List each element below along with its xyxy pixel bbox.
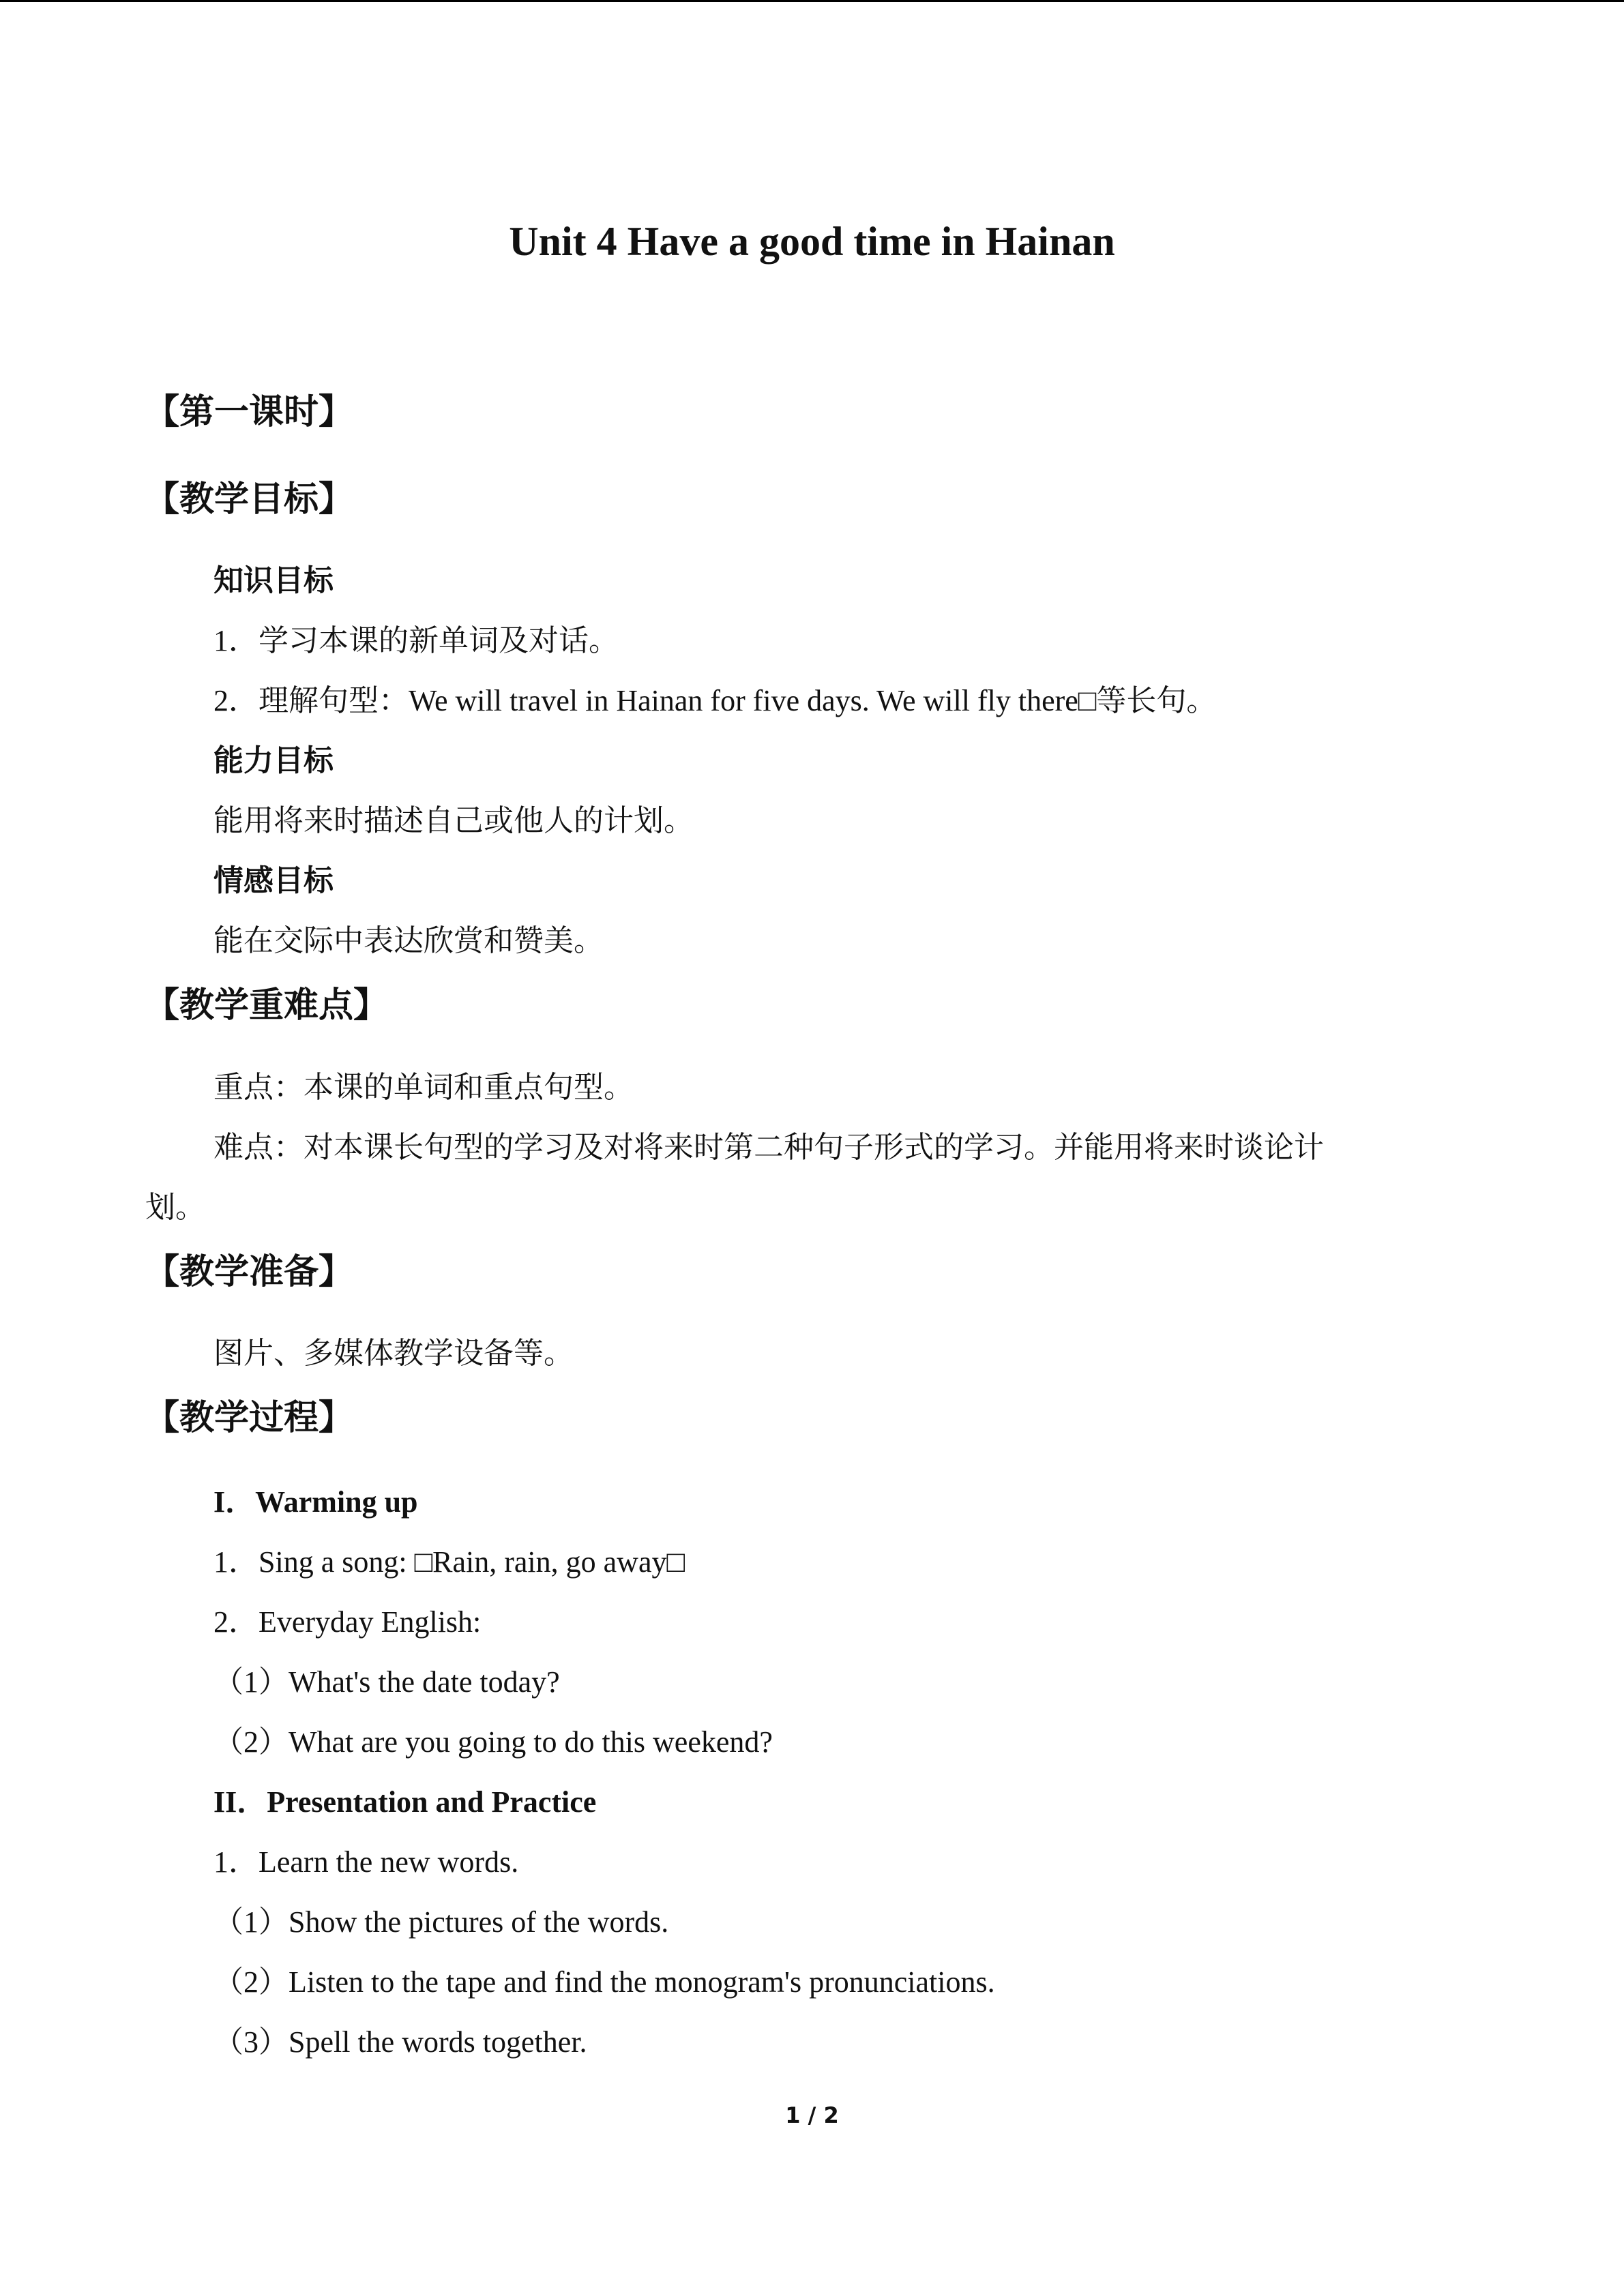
section-heading-key-points: 【教学重难点】: [145, 985, 389, 1026]
page-number: 1 / 2: [785, 2102, 839, 2128]
subheading-ability: 能力目标: [213, 743, 334, 778]
knowledge-item-1: 1．学习本课的新单词及对话。: [213, 624, 619, 657]
key-point-difficulty: 难点：对本课长句型的学习及对将来时第二种句子形式的学习。并能用将来时谈论计: [213, 1131, 1324, 1164]
step-1-item-1: 1．Sing a song: □Rain, rain, go away□: [213, 1545, 685, 1579]
key-point-focus: 重点：本课的单词和重点句型。: [213, 1071, 634, 1104]
step-1-sub-1: （1）What's the date today?: [213, 1665, 560, 1699]
emotion-text: 能在交际中表达欣赏和赞美。: [213, 924, 604, 957]
step-2-sub-1: （1）Show the pictures of the words.: [213, 1905, 669, 1939]
section-heading-process: 【教学过程】: [145, 1398, 354, 1438]
step-1-heading: I．Warming up: [213, 1485, 418, 1519]
subheading-emotion: 情感目标: [213, 863, 334, 898]
step-2-sub-3: （3）Spell the words together.: [213, 2025, 587, 2059]
section-heading-goals: 【教学目标】: [145, 479, 354, 520]
step-2-sub-2: （2）Listen to the tape and find the monogram's pronunciations.: [213, 1965, 995, 1999]
lesson-label: 【第一课时】: [145, 392, 354, 432]
step-1-item-2: 2．Everyday English:: [213, 1605, 482, 1639]
step-1-sub-2: （2）What are you going to do this weekend?: [213, 1725, 773, 1759]
ability-text: 能用将来时描述自己或他人的计划。: [213, 804, 694, 837]
subheading-knowledge: 知识目标: [213, 563, 334, 598]
top-border-rule: [0, 0, 1624, 2]
section-heading-preparation: 【教学准备】: [145, 1252, 354, 1292]
step-2-item-1: 1．Learn the new words.: [213, 1845, 519, 1879]
document-title: Unit 4 Have a good time in Hainan: [509, 219, 1115, 264]
preparation-text: 图片、多媒体教学设备等。: [213, 1337, 574, 1370]
key-point-difficulty-wrap: 划。: [145, 1191, 205, 1224]
step-2-heading: II．Presentation and Practice: [213, 1785, 597, 1819]
knowledge-item-2: 2．理解句型：We will travel in Hainan for five days. We will fly there□等长句。: [213, 684, 1217, 717]
